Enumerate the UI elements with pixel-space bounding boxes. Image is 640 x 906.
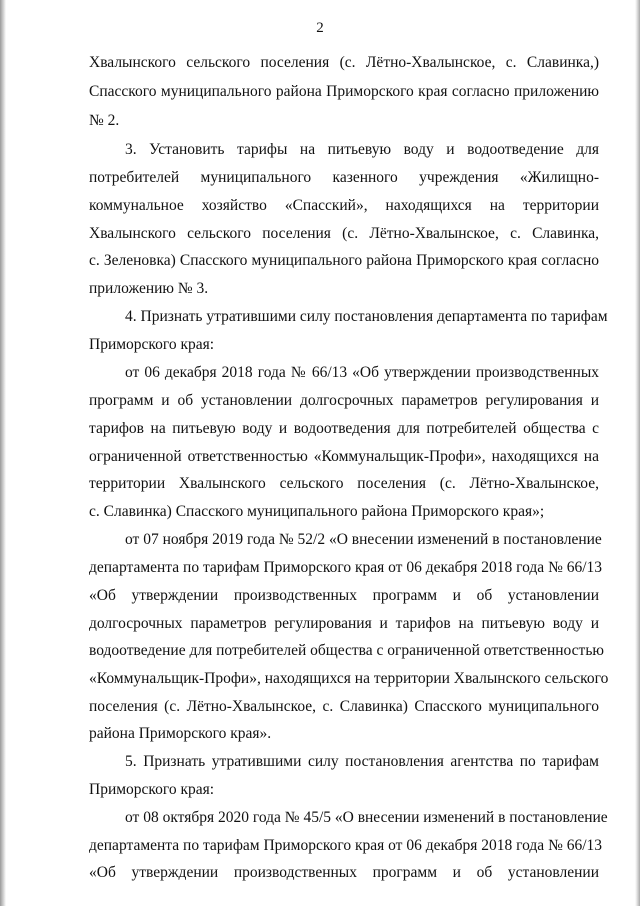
text-line: коммунальное хозяйство «Спасский», находящихся на территории: [89, 197, 599, 214]
text-line: долгосрочных параметров регулирования и тарифов на питьевую воду и: [89, 615, 599, 632]
text-line: Хвалынского сельского поселения (с. Лётно-Хвалынское, с. Славинка,): [89, 54, 599, 71]
text-line: Спасского муниципального района Приморского края согласно приложению: [89, 83, 599, 100]
text-line: 3. Установить тарифы на питьевую воду и водоотведение для: [125, 141, 599, 158]
text-line: «Об утверждении производственных программ и об установлении: [89, 864, 599, 881]
text-line: программ и об установлении долгосрочных параметров регулирования и: [89, 392, 599, 409]
text-line: «Об утверждении производственных программ и об установлении: [89, 587, 599, 604]
text-line: поселения (с. Лётно-Хвалынское, с. Славинка) Спасского муниципального: [89, 698, 599, 715]
text-line: 5. Признать утратившими силу постановления агентства по тарифам: [125, 753, 599, 770]
text-line: от 08 октября 2020 года № 45/5 «О внесении изменений в постановление: [125, 809, 608, 826]
text-line: потребителей муниципального казенного учреждения «Жилищно-: [89, 169, 599, 186]
text-line: района Приморского края».: [89, 725, 272, 742]
scan-edge-right: [635, 0, 640, 906]
text-line: тарифов на питьевую воду и водоотведения для потребителей общества с: [89, 420, 599, 437]
text-line: от 06 декабря 2018 года № 66/13 «Об утверждении производственных: [125, 364, 599, 381]
text-line: департамента по тарифам Приморского края от 06 декабря 2018 года № 66/13: [89, 837, 603, 854]
text-line: ограниченной ответственностью «Коммунальщик-Профи», находящихся на: [89, 448, 599, 465]
text-line: водоотведение для потребителей общества с ограниченной ответственностью: [89, 642, 604, 659]
text-line: «Коммунальщик-Профи», находящихся на территории Хвалынского сельского: [89, 670, 609, 687]
text-line: приложению № 3.: [89, 280, 209, 297]
text-line: Хвалынского сельского поселения (с. Лётно-Хвалынское, с. Славинка,: [89, 225, 599, 242]
text-line: с. Славинка) Спасского муниципального района Приморского края»;: [89, 503, 545, 520]
page-number: 2: [316, 20, 324, 36]
text-line: 4. Признать утратившими силу постановления департамента по тарифам: [125, 308, 608, 325]
text-line: департамента по тарифам Приморского края от 06 декабря 2018 года № 66/13: [89, 559, 603, 576]
text-line: от 07 ноября 2019 года № 52/2 «О внесении изменений в постановление: [125, 531, 602, 548]
scan-edge-left: [0, 0, 6, 906]
text-line: Приморского края:: [89, 336, 215, 353]
text-line: с. Зеленовка) Спасского муниципального района Приморского края согласно: [89, 252, 599, 269]
text-line: № 2.: [89, 112, 120, 129]
text-line: Приморского края:: [89, 781, 215, 798]
text-line: территории Хвалынского сельского поселения (с. Лётно-Хвалынское,: [89, 475, 599, 492]
